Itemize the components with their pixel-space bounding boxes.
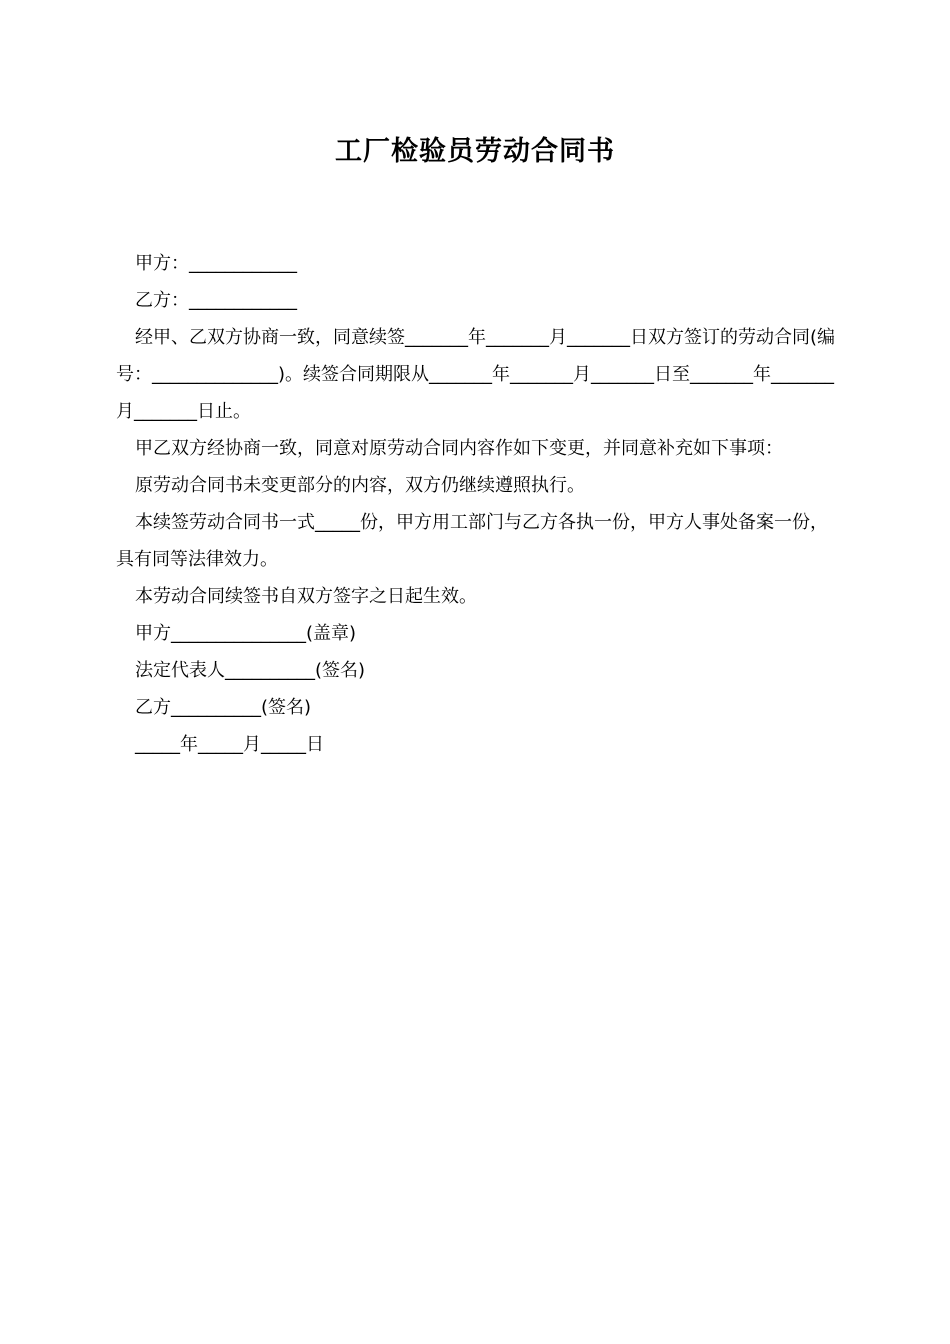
document-title: 工厂检验员劳动合同书 [335, 136, 615, 167]
legal-representative-line: 法定代表人__________(签名) [135, 660, 366, 681]
party-b-line: 乙方：____________ [135, 290, 297, 311]
party-a-line: 甲方：____________ [135, 253, 297, 274]
party-a-seal-line: 甲方_______________(盖章) [135, 623, 357, 644]
date-line: _____年_____月_____日 [135, 734, 324, 755]
document-body [116, 245, 836, 763]
renewal-term-paragraph: 经甲、乙双方协商一致，同意续签_______年_______月_______日双方签订的劳动合同(编号：______________)。续签合同期限从_______年_______月_______日至_______年_______月_______日止。 [116, 327, 836, 422]
changes-paragraph: 甲乙双方经协商一致，同意对原劳动合同内容作如下变更，并同意补充如下事项： [135, 438, 783, 459]
copies-paragraph: 本续签劳动合同书一式_____份，甲方用工部门与乙方各执一份，甲方人事处备案一份，具有同等法律效力。 [116, 512, 828, 570]
party-b-signature-line: 乙方__________(签名) [135, 697, 312, 718]
effective-paragraph: 本劳动合同续签书自双方签字之日起生效。 [135, 586, 477, 607]
unchanged-content-paragraph: 原劳动合同书未变更部分的内容，双方仍继续遵照执行。 [135, 475, 585, 496]
